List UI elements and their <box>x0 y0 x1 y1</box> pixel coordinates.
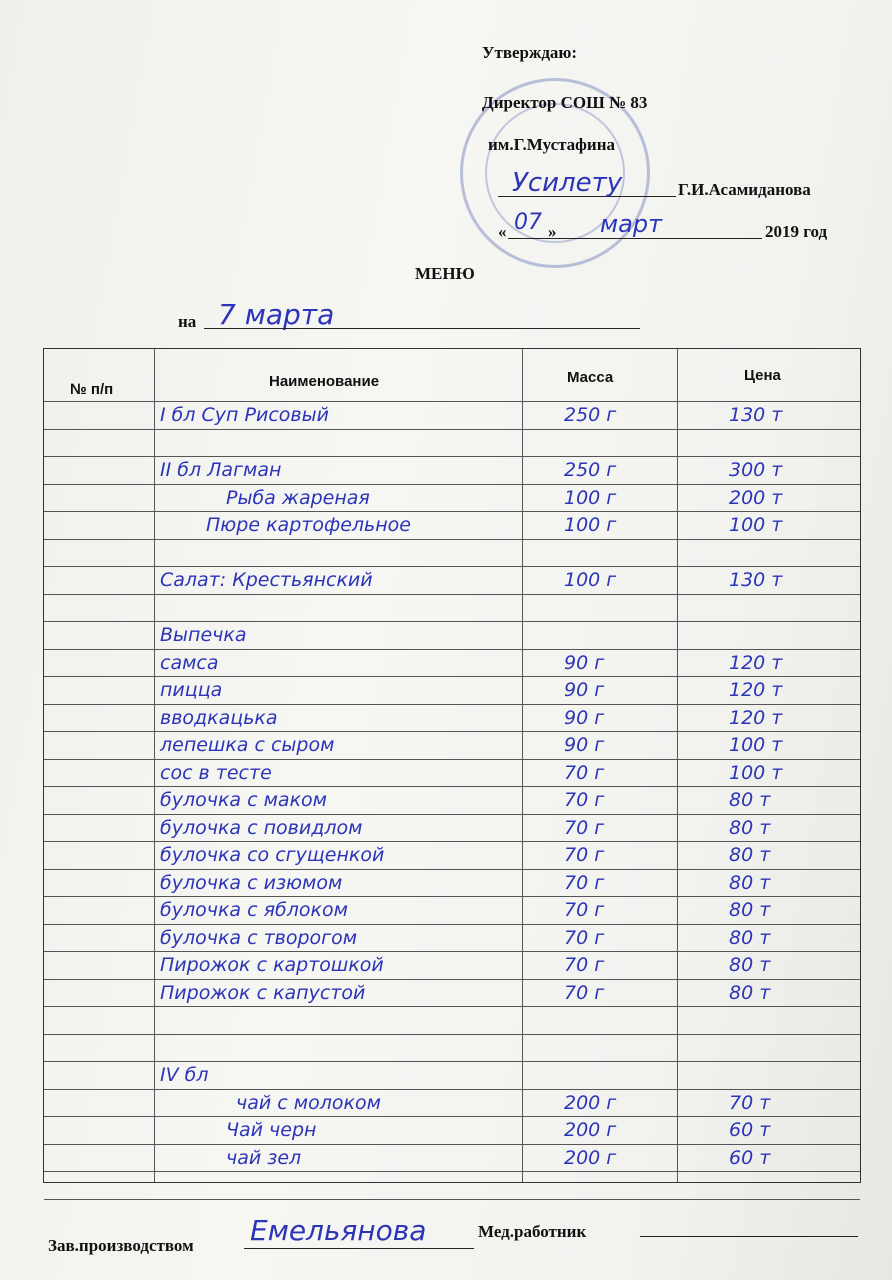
menu-date-line <box>204 328 640 329</box>
date-open-quote: « <box>498 222 507 241</box>
dish-price: 120 т <box>729 651 783 674</box>
dish-name: Пирожок с капустой <box>160 981 366 1004</box>
header-name: Наименование <box>269 373 380 390</box>
row-divider <box>44 841 860 842</box>
medic-signature-line <box>640 1236 858 1237</box>
dish-price: 200 т <box>729 486 783 509</box>
row-divider <box>44 896 860 897</box>
dish-price: 100 т <box>729 761 783 784</box>
row-divider <box>44 1199 860 1200</box>
dish-price: 60 т <box>729 1119 771 1141</box>
menu-date: 7 марта <box>218 298 335 331</box>
dish-mass: 70 г <box>564 981 605 1004</box>
dish-mass: 70 г <box>564 816 605 839</box>
row-divider <box>44 1034 860 1035</box>
dish-mass: 90 г <box>564 679 605 701</box>
dish-name: булочка с творогом <box>160 926 358 949</box>
dish-mass: 200 г <box>564 1146 617 1169</box>
menu-table <box>43 348 861 1183</box>
approval-month: март <box>600 210 663 238</box>
dish-name: IV бл <box>160 1064 209 1086</box>
dish-name: Пюре картофельное <box>206 514 411 536</box>
dish-mass: 70 г <box>564 789 605 811</box>
dish-mass: 90 г <box>564 734 605 756</box>
dish-mass: 250 г <box>564 404 617 426</box>
row-divider <box>44 676 860 677</box>
dish-price: 100 т <box>729 514 783 536</box>
header-price: Цена <box>744 367 781 384</box>
dish-name: Чай черн <box>226 1119 317 1141</box>
dish-name: Рыба жареная <box>226 486 370 509</box>
dish-price: 80 т <box>729 926 771 949</box>
row-divider <box>44 511 860 512</box>
dish-name: булочка с маком <box>160 789 328 811</box>
approval-day: 07 <box>514 210 542 235</box>
column-divider <box>522 349 523 1182</box>
approval-position: Директор СОШ № 83 <box>482 93 648 112</box>
dish-price: 120 т <box>729 679 783 701</box>
dish-mass: 100 г <box>564 569 617 591</box>
date-line <box>508 238 762 239</box>
dish-price: 80 т <box>729 981 771 1004</box>
dish-name: булочка с изюмом <box>160 871 343 894</box>
dish-price: 80 т <box>729 789 771 811</box>
row-divider <box>44 456 860 457</box>
date-close-quote: » <box>548 222 557 241</box>
column-divider <box>677 349 678 1182</box>
dish-mass: 70 г <box>564 954 605 976</box>
row-divider <box>44 1061 860 1062</box>
row-divider <box>44 924 860 925</box>
row-divider <box>44 1144 860 1145</box>
row-divider <box>44 401 860 402</box>
row-divider <box>44 1116 860 1117</box>
row-divider <box>44 979 860 980</box>
row-divider <box>44 429 860 430</box>
row-divider <box>44 539 860 540</box>
row-divider <box>44 704 860 705</box>
row-divider <box>44 484 860 485</box>
row-divider <box>44 594 860 595</box>
header-mass: Масса <box>567 369 614 386</box>
row-divider <box>44 951 860 952</box>
row-divider <box>44 759 860 760</box>
dish-name: булочка с повидлом <box>160 816 363 839</box>
dish-mass: 90 г <box>564 651 605 674</box>
dish-mass: 70 г <box>564 844 605 866</box>
approval-school-name: им.Г.Мустафина <box>488 135 616 154</box>
row-divider <box>44 566 860 567</box>
approval-year: 2019 год <box>765 222 828 241</box>
row-divider <box>44 1006 860 1007</box>
dish-mass: 250 г <box>564 459 617 481</box>
row-divider <box>44 731 860 732</box>
dish-name: чай зел <box>226 1146 302 1169</box>
date-label: на <box>178 312 197 331</box>
dish-name: чай с молоком <box>236 1091 381 1114</box>
dish-name: II бл Лагман <box>160 459 282 481</box>
row-divider <box>44 786 860 787</box>
dish-price: 80 т <box>729 899 771 921</box>
dish-price: 130 т <box>729 569 783 591</box>
dish-mass: 70 г <box>564 871 605 894</box>
dish-price: 100 т <box>729 734 783 756</box>
dish-name: Салат: Крестьянский <box>160 569 373 591</box>
dish-name: вводкацька <box>160 706 278 729</box>
dish-name: Пирожок с картошкой <box>160 954 384 976</box>
dish-mass: 70 г <box>564 761 605 784</box>
production-manager-signature: Емельянова <box>250 1214 427 1247</box>
dish-name: лепешка с сыром <box>160 734 335 756</box>
dish-price: 70 т <box>729 1091 771 1114</box>
dish-mass: 200 г <box>564 1091 617 1114</box>
production-manager-label: Зав.производством <box>48 1236 194 1255</box>
row-divider <box>44 869 860 870</box>
dish-name: Выпечка <box>160 624 247 646</box>
page-title: МЕНЮ <box>415 264 475 283</box>
row-divider <box>44 1171 860 1172</box>
dish-mass: 70 г <box>564 899 605 921</box>
dish-mass: 200 г <box>564 1119 617 1141</box>
medic-label: Мед.работник <box>478 1222 587 1241</box>
row-divider <box>44 649 860 650</box>
dish-price: 80 т <box>729 954 771 976</box>
dish-mass: 90 г <box>564 706 605 729</box>
row-divider <box>44 1089 860 1090</box>
dish-name: булочка со сгущенкой <box>160 844 385 866</box>
column-divider <box>154 349 155 1182</box>
dish-name: самса <box>160 651 219 674</box>
dish-price: 120 т <box>729 706 783 729</box>
director-name: Г.И.Асамиданова <box>678 180 811 199</box>
approval-heading: Утверждаю: <box>482 43 578 62</box>
dish-mass: 100 г <box>564 486 617 509</box>
production-signature-line <box>244 1248 474 1249</box>
dish-mass: 100 г <box>564 514 617 536</box>
dish-name: пицца <box>160 679 223 701</box>
dish-price: 130 т <box>729 404 783 426</box>
row-divider <box>44 814 860 815</box>
dish-name: I бл Суп Рисовый <box>160 404 329 426</box>
dish-price: 80 т <box>729 871 771 894</box>
row-divider <box>44 621 860 622</box>
dish-name: булочка с яблоком <box>160 899 348 921</box>
header-number: № п/п <box>70 381 114 398</box>
dish-name: сос в тесте <box>160 761 272 784</box>
dish-mass: 70 г <box>564 926 605 949</box>
dish-price: 60 т <box>729 1146 771 1169</box>
dish-price: 80 т <box>729 844 771 866</box>
dish-price: 80 т <box>729 816 771 839</box>
dish-price: 300 т <box>729 459 783 481</box>
director-signature: Усилету <box>512 168 623 198</box>
